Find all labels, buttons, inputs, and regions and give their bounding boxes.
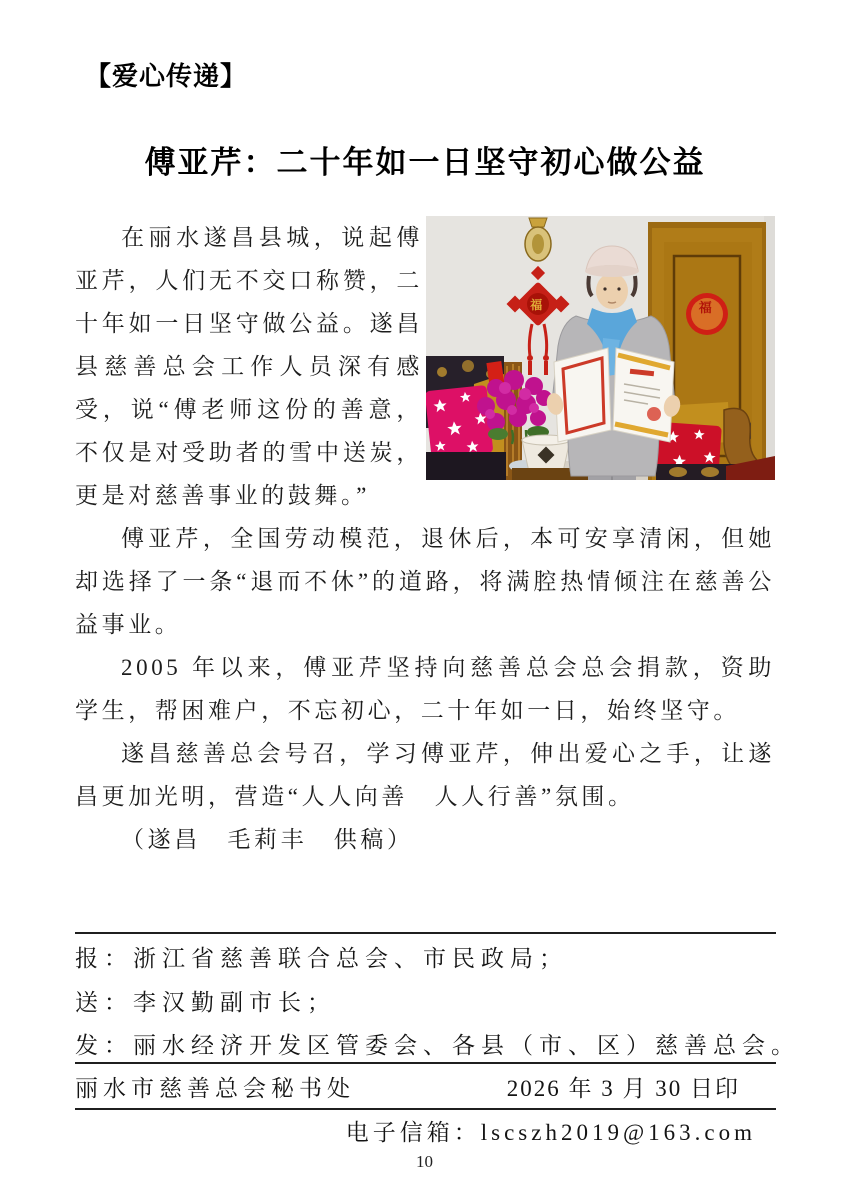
- article-body: [75, 216, 775, 861]
- photo-illustration: [426, 216, 775, 480]
- divider-top: [75, 932, 776, 934]
- footer-email-line: 电子信箱：lscszh2019@163.com: [345, 1120, 756, 1145]
- byline: （遂昌 毛莉丰 供稿）: [121, 827, 414, 852]
- footer-secretariat-row: [75, 1070, 776, 1103]
- footer-report-line: 报：浙江省慈善联合总会、市民政局；: [75, 946, 568, 971]
- page-title: 傅亚芹：二十年如一日坚守初心做公益: [144, 145, 706, 180]
- article-photo: [426, 216, 775, 480]
- fu-character-door: 福: [698, 300, 716, 315]
- red-seal: [647, 407, 661, 421]
- divider-middle: [75, 1062, 776, 1064]
- secretariat-name: 丽水市慈善总会秘书处: [75, 1076, 355, 1101]
- section-header: 【爱心传递】: [85, 61, 248, 91]
- print-date: 2026 年 3 月 30 日印: [506, 1076, 740, 1101]
- paragraph-1: 在丽水遂昌县城，说起傅亚芹，人们无不交口称赞，二十年如一日坚守做公益。遂昌县慈善总会工作人员深有感受，说“傅老师这份的善意，不仅是对受助者的雪中送炭，更是对慈善事业的鼓舞。”: [75, 225, 423, 508]
- paragraph-4: 遂昌慈善总会号召，学习傅亚芹，伸出爱心之手，让遂昌更加光明，营造“人人向善 人人行善”氛围。: [75, 741, 775, 809]
- paragraph-3: 2005 年以来，傅亚芹坚持向慈善总会总会捐款，资助学生，帮困难户，不忘初心，二十年如一日，始终坚守。: [75, 655, 775, 723]
- paragraph-2: 傅亚芹，全国劳动模范，退休后，本可安享清闲，但她却选择了一条“退而不休”的道路，将满腔热情倾注在慈善公益事业。: [75, 526, 775, 637]
- footer-distribute-line: 发：丽水经济开发区管委会、各县（市、区）慈善总会。: [75, 1033, 800, 1058]
- footer-send-line: 送：李汉勤副市长；: [75, 990, 336, 1015]
- page-number: 10: [416, 1152, 433, 1171]
- fu-character-knot: 福: [530, 298, 546, 312]
- divider-bottom: [75, 1108, 776, 1110]
